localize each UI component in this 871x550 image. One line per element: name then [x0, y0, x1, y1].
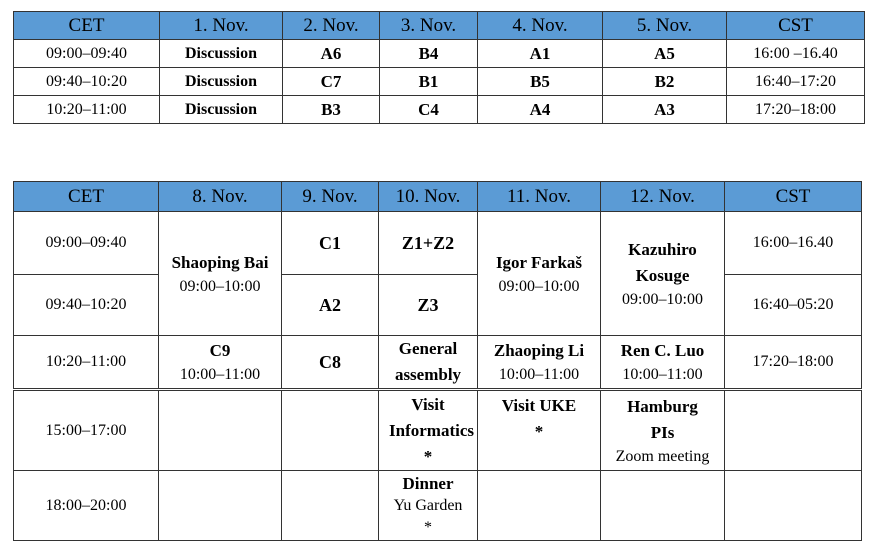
- visit-label: Visit Informatics *: [389, 394, 474, 466]
- session-cell: A5: [603, 40, 727, 68]
- empty-cell: [725, 471, 862, 541]
- session-cell: B3: [283, 96, 380, 124]
- column-header: 9. Nov.: [282, 182, 379, 212]
- column-header: 11. Nov.: [478, 182, 601, 212]
- table-row: [14, 96, 865, 124]
- talk-time: 10:00–11:00: [622, 366, 703, 383]
- table-row: [14, 68, 865, 96]
- cst-time: 16:00 –16.40: [727, 40, 865, 68]
- empty-cell: [478, 471, 601, 541]
- session-cell: Z1+Z2: [379, 212, 478, 275]
- column-header: CET: [14, 182, 159, 212]
- meeting-note: Zoom meeting: [615, 447, 710, 465]
- session-code: C9: [209, 341, 231, 360]
- dinner-note: *: [424, 518, 432, 536]
- dinner-place: Yu Garden: [393, 496, 463, 514]
- table-row: [14, 471, 862, 541]
- cet-time: 09:40–10:20: [14, 275, 159, 336]
- cst-time: 16:00–16.40: [725, 212, 862, 275]
- visit-cell: [478, 390, 601, 471]
- header-row: [14, 182, 862, 212]
- session-cell: A6: [283, 40, 380, 68]
- cet-time: 09:00–09:40: [14, 40, 160, 68]
- talk-cell: [601, 336, 725, 390]
- cet-time: 09:40–10:20: [14, 68, 160, 96]
- talk-cell: [601, 212, 725, 336]
- empty-cell: [601, 471, 725, 541]
- meeting-title: Hamburg PIs: [627, 396, 698, 442]
- session-cell: B1: [380, 68, 478, 96]
- speaker-name: Shaoping Bai: [171, 252, 269, 272]
- cet-time: 10:20–11:00: [14, 96, 160, 124]
- table-row: [14, 40, 865, 68]
- session-cell: C1: [282, 212, 379, 275]
- visit-label: Visit UKE *: [501, 396, 577, 441]
- schedule-week-1: [13, 11, 865, 124]
- session-cell: B5: [478, 68, 603, 96]
- cst-time: 17:20–18:00: [725, 336, 862, 390]
- speaker-name: Kazuhiro Kosuge: [628, 239, 697, 285]
- session-cell: A3: [603, 96, 727, 124]
- session-cell: B4: [380, 40, 478, 68]
- cet-time: 18:00–20:00: [14, 471, 159, 541]
- session-cell: Discussion: [160, 68, 283, 96]
- column-header: 8. Nov.: [159, 182, 282, 212]
- general-assembly: General assembly: [394, 339, 462, 384]
- dinner-cell: [379, 471, 478, 541]
- talk-time: 10:00–11:00: [179, 366, 261, 383]
- cet-time: 15:00–17:00: [14, 390, 159, 471]
- session-cell: Discussion: [160, 40, 283, 68]
- empty-cell: [282, 471, 379, 541]
- talk-cell: [159, 336, 282, 390]
- schedule-week-2: [13, 181, 862, 541]
- header-row: [14, 12, 865, 40]
- session-cell: C8: [282, 336, 379, 390]
- speaker-name: Ren C. Luo: [620, 341, 705, 360]
- empty-cell: [159, 390, 282, 471]
- session-cell: Z3: [379, 275, 478, 336]
- visit-cell: [379, 390, 478, 471]
- session-cell: Discussion: [160, 96, 283, 124]
- session-cell: B2: [603, 68, 727, 96]
- empty-cell: [282, 390, 379, 471]
- column-header: 12. Nov.: [601, 182, 725, 212]
- session-cell: A1: [478, 40, 603, 68]
- speaker-name: Zhaoping Li: [493, 341, 585, 360]
- dinner-title: Dinner: [402, 473, 454, 493]
- meeting-cell: [601, 390, 725, 471]
- talk-cell: [478, 212, 601, 336]
- column-header: CET: [14, 12, 160, 40]
- talk-cell: [159, 212, 282, 336]
- session-cell: A4: [478, 96, 603, 124]
- general-assembly-cell: [379, 336, 478, 390]
- table-row: [14, 212, 862, 275]
- table-row: [14, 275, 862, 336]
- talk-time: 09:00–10:00: [622, 290, 703, 308]
- empty-cell: [159, 471, 282, 541]
- cet-time: 09:00–09:40: [14, 212, 159, 275]
- column-header: 2. Nov.: [283, 12, 380, 40]
- column-header: 4. Nov.: [478, 12, 603, 40]
- session-cell: C7: [283, 68, 380, 96]
- talk-time: 09:00–10:00: [179, 277, 261, 295]
- talk-cell: [478, 336, 601, 390]
- table-row: [14, 390, 862, 471]
- column-header: CST: [725, 182, 862, 212]
- session-cell: C4: [380, 96, 478, 124]
- cet-time: 10:20–11:00: [14, 336, 159, 390]
- empty-cell: [725, 390, 862, 471]
- talk-time: 10:00–11:00: [498, 366, 580, 383]
- cst-time: 17:20–18:00: [727, 96, 865, 124]
- column-header: CST: [727, 12, 865, 40]
- cst-time: 16:40–17:20: [727, 68, 865, 96]
- talk-time: 09:00–10:00: [498, 277, 580, 295]
- column-header: 5. Nov.: [603, 12, 727, 40]
- cst-time: 16:40–05:20: [725, 275, 862, 336]
- column-header: 10. Nov.: [379, 182, 478, 212]
- table-row: [14, 336, 862, 390]
- column-header: 3. Nov.: [380, 12, 478, 40]
- session-cell: A2: [282, 275, 379, 336]
- column-header: 1. Nov.: [160, 12, 283, 40]
- speaker-name: Igor Farkaš: [495, 252, 583, 272]
